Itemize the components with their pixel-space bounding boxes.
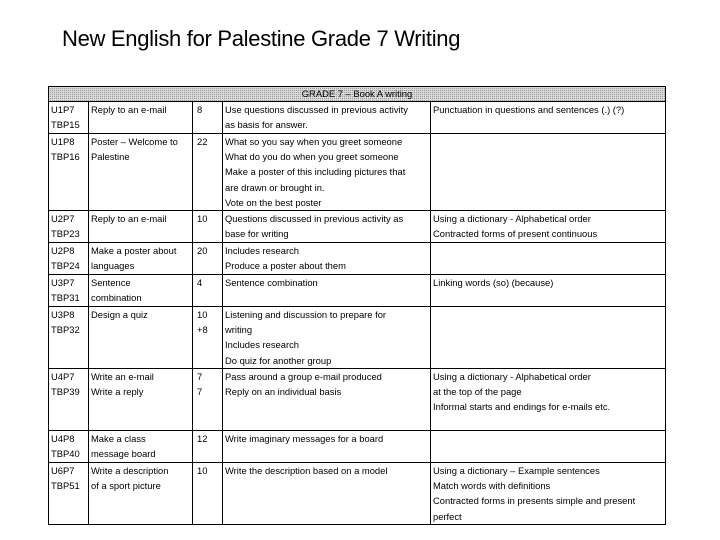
focus-cell: Using a dictionary - Alphabetical order Contracted forms of present continuous (431, 211, 666, 243)
activity-cell: Questions discussed in previous activity as base for writing (223, 211, 431, 243)
unit-cell: U2P8 TBP24 (49, 243, 89, 275)
unit-cell: U3P7 TBP31 (49, 275, 89, 307)
table-row (49, 369, 666, 431)
activity-cell: Write the description based on a model (223, 463, 431, 525)
unit-cell: U1P8 TBP16 (49, 134, 89, 211)
count-cell: 10 (193, 463, 223, 525)
unit-cell: U3P8 TBP32 (49, 307, 89, 369)
task-cell: Make a poster about languages (89, 243, 193, 275)
task-cell: Poster – Welcome to Palestine (89, 134, 193, 211)
table-header: GRADE 7 – Book A writing (49, 87, 666, 102)
focus-cell (431, 307, 666, 369)
table-header-row (49, 87, 666, 102)
task-cell: Reply to an e-mail (89, 102, 193, 134)
activity-cell: Pass around a group e-mail produced Reply on an individual basis (223, 369, 431, 431)
unit-cell: U4P7 TBP39 (49, 369, 89, 431)
count-cell: 7 7 (193, 369, 223, 431)
activity-cell: Sentence combination (223, 275, 431, 307)
table-row (49, 463, 666, 525)
focus-cell (431, 431, 666, 463)
count-cell: 12 (193, 431, 223, 463)
table-row (49, 102, 666, 134)
table-row (49, 431, 666, 463)
task-cell: Sentence combination (89, 275, 193, 307)
page-title: New English for Palestine Grade 7 Writing (62, 26, 461, 51)
focus-cell: Linking words (so) (because) (431, 275, 666, 307)
unit-cell: U4P8 TBP40 (49, 431, 89, 463)
activity-cell: Use questions discussed in previous activity as basis for answer. (223, 102, 431, 134)
activity-cell: Listening and discussion to prepare for writing Includes research Do quiz for another group (223, 307, 431, 369)
task-cell: Write a description of a sport picture (89, 463, 193, 525)
count-cell: 10 +8 (193, 307, 223, 369)
unit-cell: U6P7 TBP51 (49, 463, 89, 525)
table-row (49, 243, 666, 275)
focus-cell (431, 134, 666, 211)
unit-cell: U1P7 TBP15 (49, 102, 89, 134)
focus-cell: Using a dictionary - Alphabetical order at the top of the page Informal starts and endings for e-mails etc. (431, 369, 666, 431)
table-row (49, 134, 666, 211)
focus-cell: Using a dictionary – Example sentences Match words with definitions Contracted forms in presents simple and present perfect (431, 463, 666, 525)
count-cell: 4 (193, 275, 223, 307)
activity-cell: What so you say when you greet someone What do you do when you greet someone Make a poster of this including pictures that are drawn or brought in. Vote on the best poster (223, 134, 431, 211)
focus-cell: Punctuation in questions and sentences (.) (?) (431, 102, 666, 134)
table-row (49, 211, 666, 243)
writing-table (48, 86, 666, 525)
table-row (49, 275, 666, 307)
task-cell: Make a class message board (89, 431, 193, 463)
count-cell: 10 (193, 211, 223, 243)
unit-cell: U2P7 TBP23 (49, 211, 89, 243)
task-cell: Write an e-mail Write a reply (89, 369, 193, 431)
count-cell: 20 (193, 243, 223, 275)
task-cell: Design a quiz (89, 307, 193, 369)
task-cell: Reply to an e-mail (89, 211, 193, 243)
focus-cell (431, 243, 666, 275)
table-row (49, 307, 666, 369)
count-cell: 22 (193, 134, 223, 211)
activity-cell: Write imaginary messages for a board (223, 431, 431, 463)
count-cell: 8 (193, 102, 223, 134)
activity-cell: Includes research Produce a poster about them (223, 243, 431, 275)
